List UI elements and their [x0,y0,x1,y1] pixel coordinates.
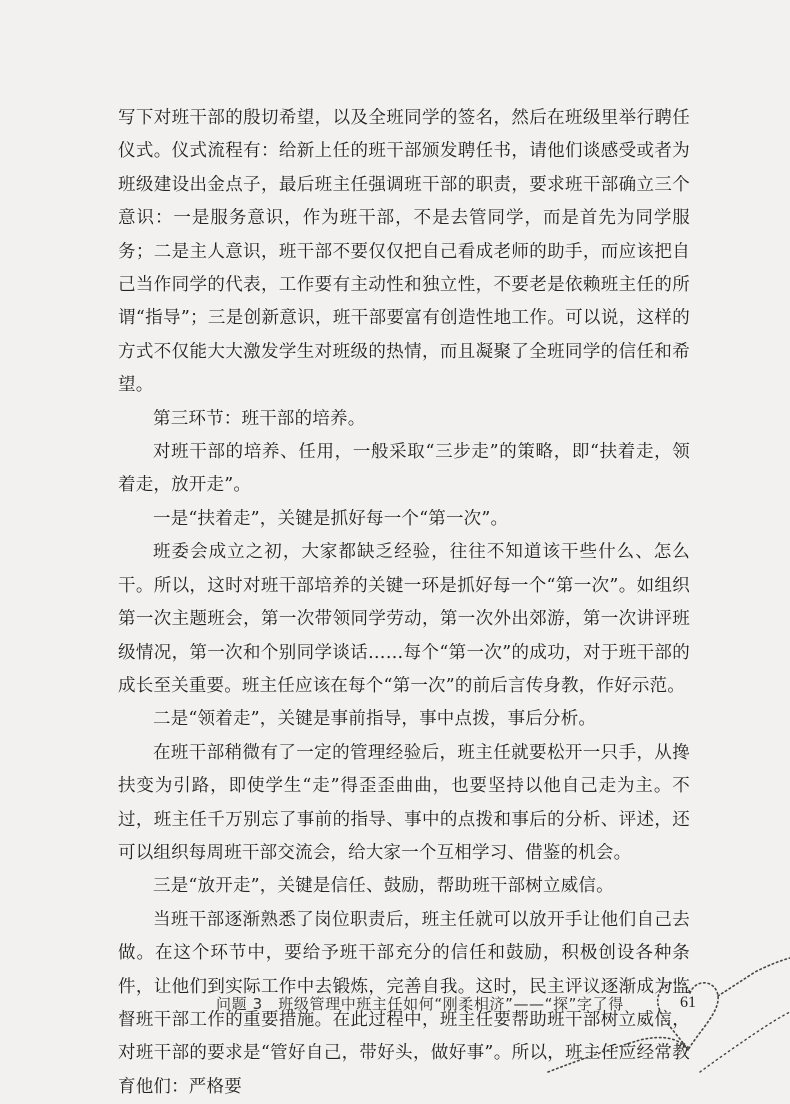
paragraph-strategy: 对班干部的培养、任用，一般采取“三步走”的策略，即“扶着走，领着走，放开走”。 [118,442,690,496]
body-text [118,102,690,1104]
paragraph-step-two: 二是“领着走”，关键是事前指导，事中点拨，事后分析。 [153,709,597,730]
page-number: 61 [680,994,696,1011]
paragraph-step-three-detail: 当班干部逐渐熟悉了岗位职责后，班主任就可以放开手让他们自己去做。在这个环节中，要给予班干部充分的信任和鼓励，积极创设各种条件，让他们到实际工作中去锻炼，完善自我。这时，民主评议逐渐成为监督班干部工作的重要措施。在此过程中，班主任要帮助班干部树立威信，对班干部的要求是“管好自己，带好头，做好事”。所以，班主任应经常教育他们：严格要 [118,909,690,1097]
paragraph-step-one-detail: 班委会成立之初，大家都缺乏经验，往往不知道该干些什么、怎么干。所以，这时对班干部培养的关键一环是抓好每一个“第一次”。如组织第一次主题班会，第一次带领同学劳动，第一次外出郊游，第一次讲评班级情况，第一次和个别同学谈话……每个“第一次”的成功，对于班干部的成长至关重要。班主任应该在每个“第一次”的前后言传身教，作好示范。 [118,542,690,696]
running-title: 问题 3 班级管理中班主任如何“刚柔相济”——“探”字了得 [216,995,624,1013]
paragraph-step-one: 一是“扶着走”，关键是抓好每一个“第一次”。 [153,508,509,529]
paragraph-step-two-detail: 在班干部稍微有了一定的管理经验后，班主任就要松开一只手，从搀扶变为引路，即使学生“走”得歪歪曲曲，也要坚持以他自己走为主。不过，班主任千万别忘了事前的指导、事中的点拨和事后的分析、评述，还可以组织每周班干部交流会，给大家一个互相学习、借鉴的机会。 [118,742,690,863]
paragraph-step-three: 三是“放开走”，关键是信任、鼓励，帮助班干部树立威信。 [153,876,614,897]
paragraph-section-heading: 第三环节：班干部的培养。 [153,408,366,429]
paragraph-continued: 写下对班干部的殷切希望，以及全班同学的签名，然后在班级里举行聘任仪式。仪式流程有：给新上任的班干部颁发聘任书，请他们谈感受或者为班级建设出金点子，最后班主任强调班干部的职责，要求班干部确立三个意识：一是服务意识，作为班干部，不是去管同学，而是首先为同学服务；二是主人意识，班干部不要仅仅把自己看成老师的助手，而应该把自己当作同学的代表，工作要有主动性和独立性，不要老是依赖班主任的所谓“指导”；三是创新意识，班干部要富有创造性地工作。可以说，这样的方式不仅能大大激发学生对班级的热情，而且凝聚了全班同学的信任和希望。 [118,108,690,396]
